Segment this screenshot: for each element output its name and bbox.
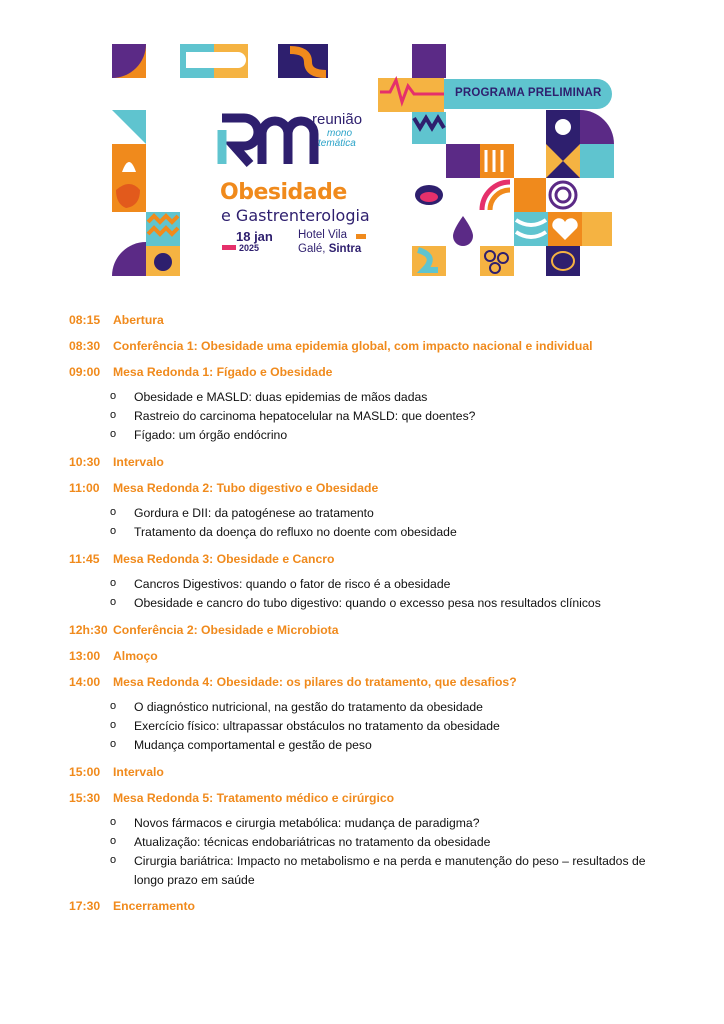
session-title: Mesa Redonda 4: Obesidade: os pilares do tratamento, que desafios? (113, 675, 517, 689)
session-title: Intervalo (113, 765, 164, 779)
session-title: Encerramento (113, 899, 195, 913)
bullet-icon: o (110, 428, 117, 440)
session-time: 08:15 (69, 313, 101, 327)
session-title: Mesa Redonda 2: Tubo digestivo e Obesidade (113, 481, 379, 495)
logo-word-tematica: temática (318, 138, 356, 149)
session-time: 11:00 (69, 481, 100, 495)
session-time: 15:00 (69, 765, 101, 779)
session-row (69, 675, 517, 689)
session-title: Mesa Redonda 3: Obesidade e Cancro (113, 552, 335, 566)
session-row (69, 552, 334, 566)
session-time: 12h:30 (69, 623, 108, 637)
bullet-icon: o (110, 700, 117, 712)
item-text: Atualização: técnicas endobariátricas no tratamento da obesidade (134, 835, 491, 849)
venue-name: Galé, (298, 243, 329, 255)
event-venue-line1: Hotel Vila (298, 229, 348, 241)
item-text: Mudança comportamental e gestão de peso (134, 738, 372, 752)
logo-word-mono: mono (327, 128, 353, 139)
session-time: 09:00 (69, 365, 101, 379)
session-row (69, 899, 195, 913)
logo-word-reuniao: reunião (312, 111, 363, 128)
bullet-icon: o (110, 596, 117, 608)
bullet-icon: o (110, 577, 117, 589)
session-time: 17:30 (69, 899, 101, 913)
session-time: 08:30 (69, 339, 101, 353)
session-row (69, 455, 164, 469)
item-text: Exercício físico: ultrapassar obstáculos no tratamento da obesidade (134, 719, 500, 733)
item-text: longo prazo em saúde (134, 873, 255, 887)
item-text: Novos fármacos e cirurgia metabólica: mudança de paradigma? (134, 816, 480, 830)
session-title: Mesa Redonda 5: Tratamento médico e cirúrgico (113, 791, 395, 805)
session-time: 13:00 (69, 649, 101, 663)
session-row (69, 623, 339, 637)
session-row (69, 791, 394, 805)
program-tag-label: PROGRAMA PRELIMINAR (455, 87, 602, 99)
session-title: Conferência 2: Obesidade e Microbiota (113, 623, 339, 637)
session-title: Intervalo (113, 455, 164, 469)
item-text: Cirurgia bariátrica: Impacto no metabolismo e na perda e manutenção do peso – resultados de (134, 854, 646, 868)
session-row (69, 313, 164, 327)
bullet-icon: o (110, 409, 117, 421)
item-text: Obesidade e MASLD: duas epidemias de mãos dadas (134, 390, 428, 404)
event-title: Obesidade (220, 180, 347, 205)
bullet-icon: o (110, 525, 117, 537)
event-date: 18 jan (236, 229, 273, 244)
session-title: Almoço (113, 649, 158, 663)
session-row (69, 481, 378, 495)
session-row (69, 365, 332, 379)
event-venue-line2 (298, 243, 361, 255)
bullet-icon: o (110, 390, 117, 402)
event-subtitle: e Gastrenterologia (221, 206, 370, 225)
session-title: Conferência 1: Obesidade uma epidemia global, com impacto nacional e individual (113, 339, 593, 353)
item-text: Rastreio do carcinoma hepatocelular na MASLD: que doentes? (134, 409, 476, 423)
session-time: 11:45 (69, 552, 100, 566)
session-time: 14:00 (69, 675, 101, 689)
item-text: Fígado: um órgão endócrino (134, 428, 288, 442)
session-time: 15:30 (69, 791, 101, 805)
bullet-icon: o (110, 506, 117, 518)
rm-logo (222, 118, 314, 164)
session-row (69, 765, 164, 779)
item-text: O diagnóstico nutricional, na gestão do tratamento da obesidade (134, 700, 483, 714)
event-year: 2025 (239, 243, 260, 253)
item-text: Gordura e DII: da patogénese ao tratamento (134, 506, 374, 520)
bullet-icon: o (110, 835, 117, 847)
bullet-icon: o (110, 854, 117, 866)
item-text: Obesidade e cancro do tubo digestivo: quando o excesso pesa nos resultados clínicos (134, 596, 601, 610)
bullet-icon: o (110, 719, 117, 731)
session-row (69, 649, 158, 663)
item-text: Tratamento da doença do refluxo no doente com obesidade (134, 525, 457, 539)
session-time: 10:30 (69, 455, 101, 469)
bullet-icon: o (110, 738, 117, 750)
item-text: Cancros Digestivos: quando o fator de risco é a obesidade (134, 577, 451, 591)
session-row (69, 339, 593, 353)
banner-pattern (0, 0, 724, 290)
venue-city: Sintra (328, 243, 362, 255)
session-title: Mesa Redonda 1: Fígado e Obesidade (113, 365, 333, 379)
bullet-icon: o (110, 816, 117, 828)
session-title: Abertura (113, 313, 164, 327)
